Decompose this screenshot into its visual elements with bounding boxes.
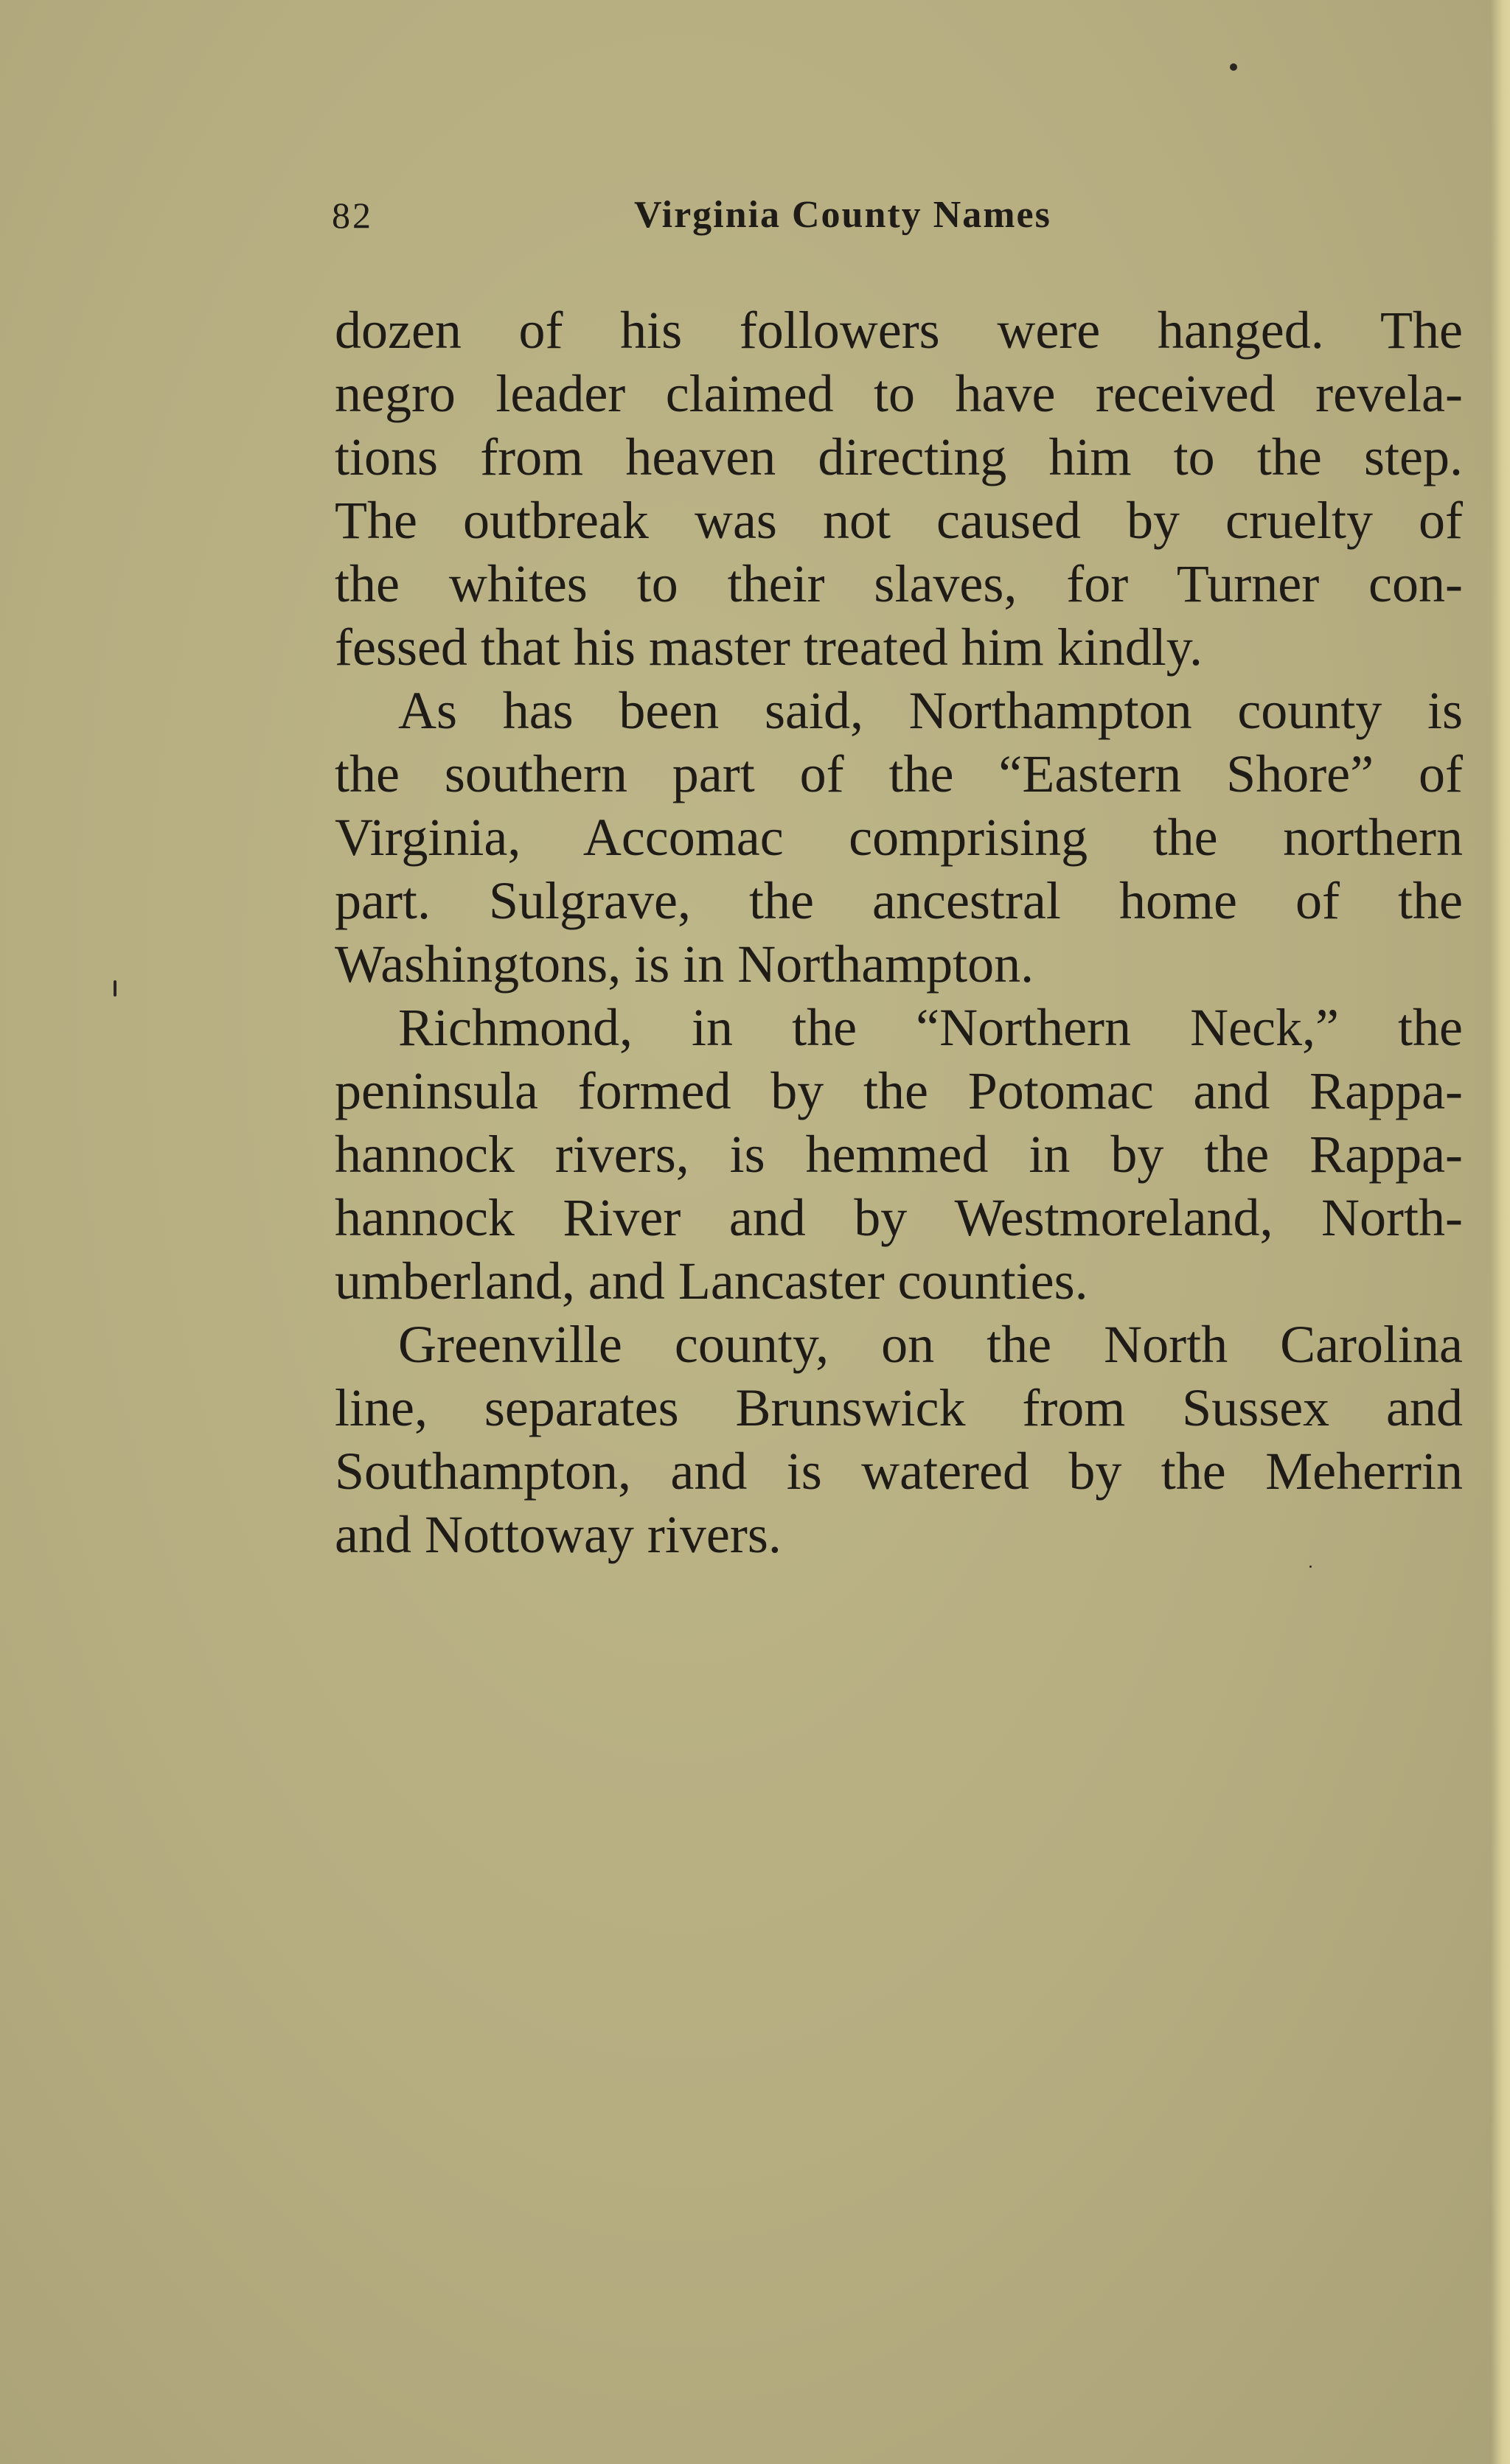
- page-number: 82: [332, 195, 373, 236]
- text-line: hannock rivers, is hemmed in by the Rappa-: [335, 1125, 1463, 1184]
- page-header: [332, 193, 1158, 245]
- text-line: line, separates Brunswick from Sussex and: [335, 1378, 1463, 1437]
- text-line: Southampton, and is watered by the Meherrin: [335, 1442, 1463, 1501]
- text-line: the southern part of the “Eastern Shore” of: [335, 744, 1463, 803]
- body-text: [335, 299, 1463, 1566]
- text-line: fessed that his master treated him kindly.: [335, 618, 1203, 677]
- text-line: peninsula formed by the Potomac and Rappa-: [335, 1061, 1463, 1120]
- scan-speck: [1230, 63, 1237, 71]
- text-line: Virginia, Accomac comprising the northern: [335, 808, 1463, 867]
- text-line: umberland, and Lancaster counties.: [335, 1252, 1088, 1310]
- text-line: dozen of his followers were hanged. The: [335, 301, 1463, 360]
- scan-speck: [1309, 1566, 1312, 1568]
- text-line: part. Sulgrave, the ancestral home of the: [335, 871, 1463, 930]
- text-line: hannock River and by Westmoreland, North-: [335, 1188, 1463, 1247]
- text-line: Greenville county, on the North Carolina: [398, 1315, 1463, 1374]
- text-line: Richmond, in the “Northern Neck,” the: [398, 998, 1463, 1057]
- scan-speck: [114, 980, 116, 997]
- running-head: Virginia County Names: [634, 194, 1051, 236]
- text-line: the whites to their slaves, for Turner con-: [335, 554, 1463, 613]
- text-line: tions from heaven directing him to the step.: [335, 427, 1463, 486]
- text-line: negro leader claimed to have received revela-: [335, 364, 1463, 423]
- page-edge-shadow: [1491, 0, 1510, 2464]
- text-line: As has been said, Northampton county is: [398, 681, 1463, 740]
- text-line: The outbreak was not caused by cruelty of: [335, 491, 1463, 550]
- text-line: and Nottoway rivers.: [335, 1505, 782, 1564]
- text-line: Washingtons, is in Northampton.: [335, 935, 1034, 994]
